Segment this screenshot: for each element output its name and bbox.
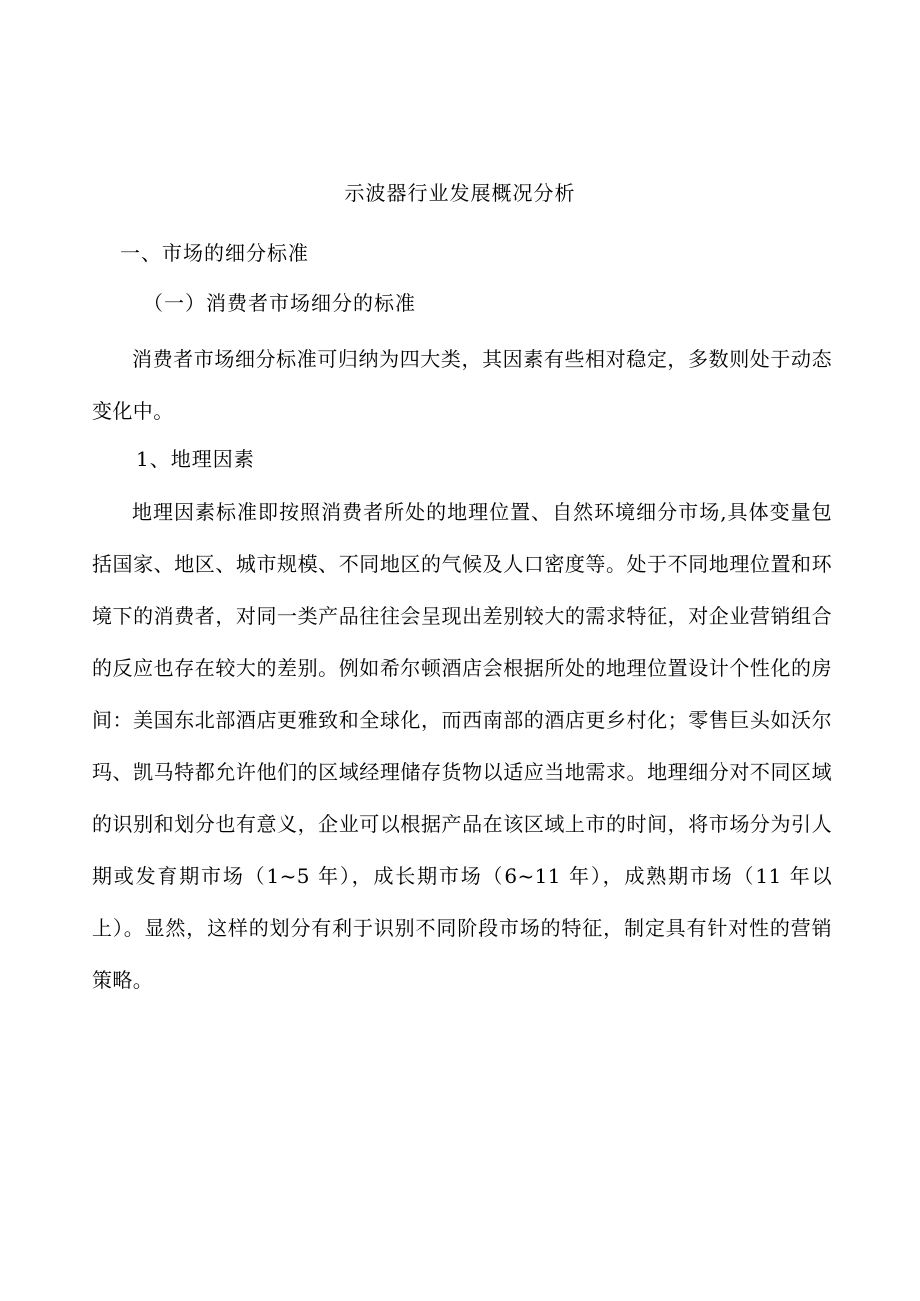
paragraph-intro: 消费者市场细分标准可归纳为四大类，其因素有些相对稳定，多数则处于动态变化中。 (92, 347, 832, 423)
item-heading-geography: 1、地理因素 (136, 447, 255, 471)
subsection-heading: （一）消费者市场细分的标准 (143, 291, 416, 315)
document-title: 示波器行业发展概况分析 (344, 181, 576, 205)
paragraph-geography: 地理因素标准即按照消费者所处的地理位置、自然环境细分市场,具体变量包括国家、地区、城市规模、不同地区的气候及人口密度等。处于不同地理位置和环境下的消费者，对同一类产品往往会呈现出差别较大的需求特征，对企业营销组合的反应也存在较大的差别。例如希尔顿酒店会根据所处的地理位置设计个性化的房间：美国东北部酒店更雅致和全球化，而西南部的酒店更乡村化；零售巨头如沃尔玛、凯马特都允许他们的区域经理储存货物以适应当地需求。地理细分对不同区域的识别和划分也有意义，企业可以根据产品在该区域上市的时间，将市场分为引人期或发育期市场（1~5 年），成长期市场（6~11 年），成熟期市场（11 年以上）。显然，这样的划分有利于识别不同阶段市场的特征，制定具有针对性的营销策略。 (92, 500, 832, 992)
section-heading: 一、市场的细分标准 (120, 241, 309, 265)
